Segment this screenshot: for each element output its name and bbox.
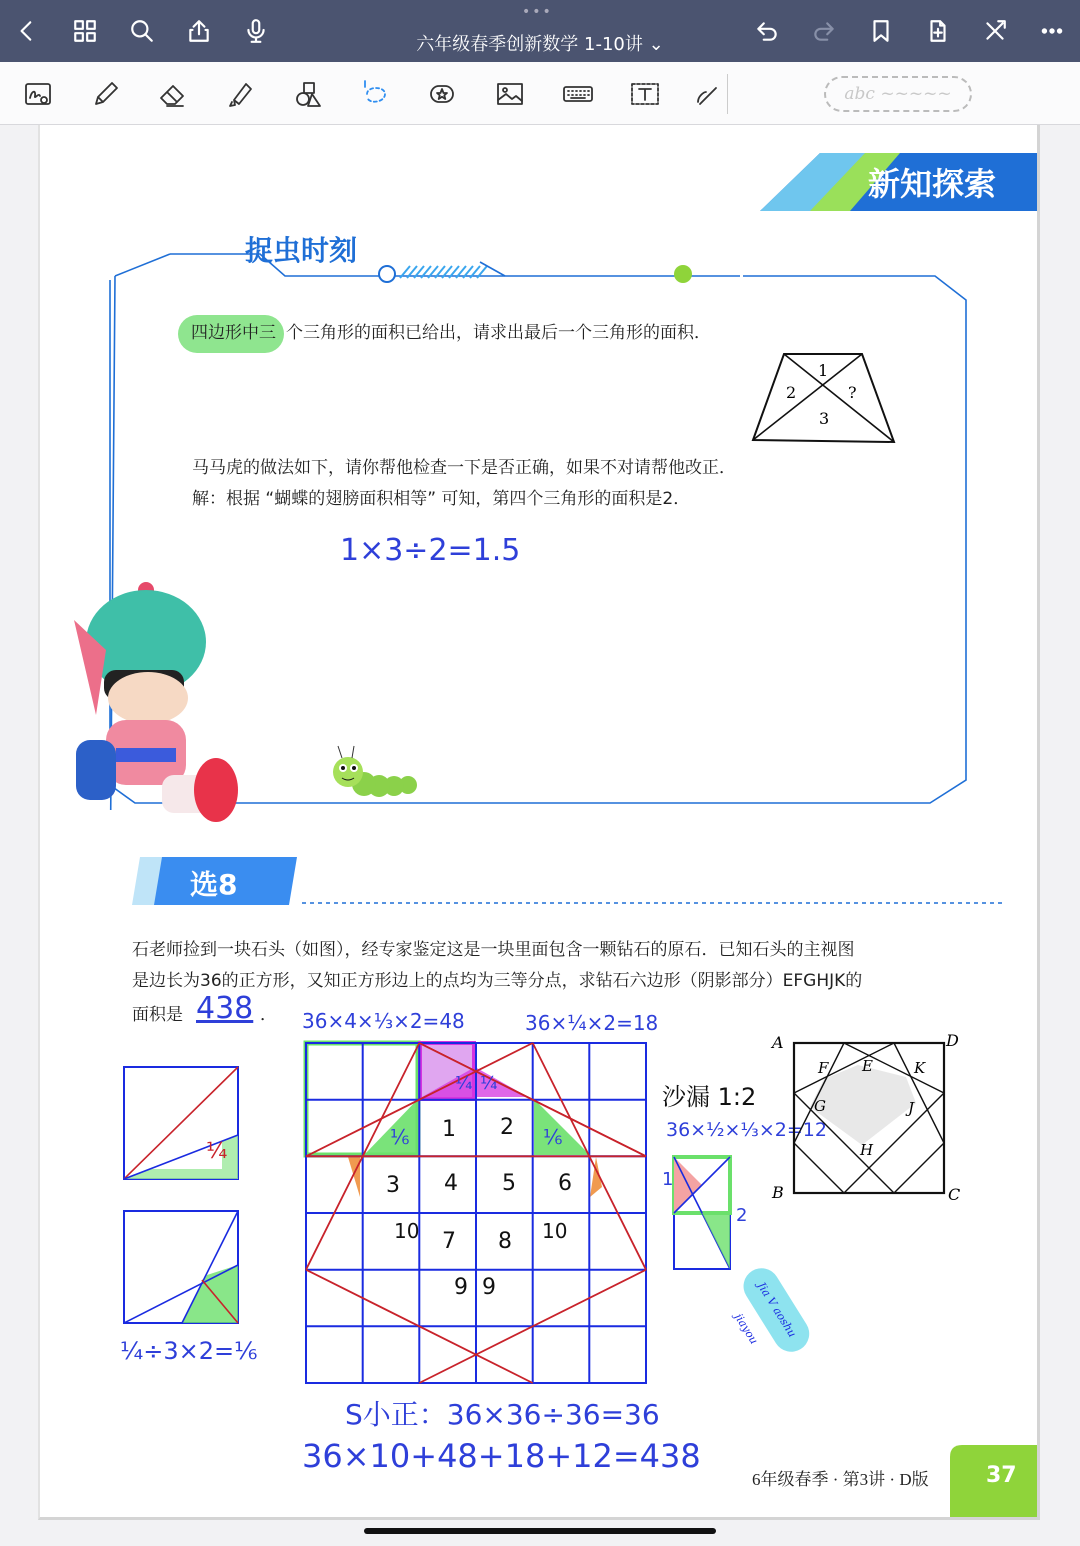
left-sketch-diagrams — [122, 1065, 242, 1325]
note-bottom-2: 36×10+48+18+12=438 — [302, 1437, 701, 1475]
search-icon[interactable] — [127, 16, 157, 46]
grid-n10a: 10 — [394, 1219, 420, 1243]
grid-n8: 8 — [498, 1229, 512, 1254]
add-page-icon[interactable] — [923, 16, 953, 46]
note-right-formula: 36×½×⅓×2=12 — [666, 1119, 827, 1141]
document-page[interactable] — [38, 125, 1040, 1520]
page-number: 37 — [986, 1463, 1017, 1488]
diagram-label-C: C — [948, 1185, 961, 1204]
elective-tag-shape — [132, 857, 1002, 909]
laser-tool-icon[interactable] — [690, 76, 726, 112]
image-tool-icon[interactable] — [492, 76, 528, 112]
highlighter-tool-icon[interactable] — [222, 76, 258, 112]
grid-n9b: 9 — [482, 1275, 496, 1300]
home-indicator[interactable] — [364, 1528, 716, 1534]
grid-quarter-b: ¼ — [480, 1073, 498, 1094]
text-tool-icon[interactable] — [627, 76, 663, 112]
handwritten-answer-1: 1×3÷2=1.5 — [340, 533, 521, 568]
grid-sixth-right: ⅙ — [543, 1125, 563, 1149]
elective-tag-label: 选8 — [190, 868, 238, 901]
cartoon-character — [66, 580, 246, 830]
note-top-left: 36×4×⅓×2=48 — [302, 1009, 465, 1033]
diagram-label-H: H — [860, 1141, 874, 1159]
problem-line-1: 石老师捡到一块石头（如图），经专家鉴定这是一块里面包含一颗钻石的原石．已知石头的主视图 — [132, 940, 855, 960]
bookmark-icon[interactable] — [866, 16, 896, 46]
handwriting-input[interactable]: abc ~~~~~ — [824, 76, 972, 112]
note-hourglass-ratio: 沙漏 1:2 — [662, 1083, 757, 1111]
grid-n10b: 10 — [542, 1219, 568, 1243]
handwritten-answer-438: 438 — [196, 991, 254, 1026]
bug-line-1: 马马虎的做法如下，请你帮他检查一下是否正确，如果不对请帮他改正． — [192, 458, 736, 478]
footer-edition: 6年级春季 · 第3讲 · D版 — [752, 1470, 929, 1489]
window-grip[interactable]: ••• — [522, 4, 553, 20]
fig-label-q: ? — [848, 383, 857, 402]
diagram-label-F: F — [818, 1059, 829, 1077]
sticker-aoshu-jiayou[interactable]: Jia V aoshu jiayou — [737, 1261, 816, 1358]
grid-quarter-a: ¼ — [455, 1073, 473, 1094]
lasso-tool-icon[interactable] — [357, 76, 393, 112]
toolbar-separator — [727, 74, 728, 114]
more-icon[interactable] — [1037, 16, 1067, 46]
grid-n3: 3 — [386, 1173, 400, 1198]
header-banner-title: 新知探索 — [868, 165, 997, 203]
note-label-1: 1 — [662, 1169, 674, 1190]
fig-label-2: 2 — [786, 383, 797, 402]
redo-icon[interactable] — [809, 16, 839, 46]
shapes-tool-icon[interactable] — [290, 76, 326, 112]
note-top-right: 36×¼×2=18 — [525, 1011, 659, 1035]
zoom-write-icon[interactable] — [20, 76, 56, 112]
grid-view-icon[interactable] — [70, 16, 100, 46]
problem-line-3-suffix: ． — [260, 1005, 277, 1025]
fig-label-1: 1 — [818, 361, 829, 380]
grid-n6: 6 — [558, 1171, 572, 1196]
grid-sixth-left: ⅙ — [390, 1125, 410, 1149]
back-icon[interactable] — [12, 16, 42, 46]
sticker-tool-icon[interactable] — [424, 76, 460, 112]
grid-n9a: 9 — [454, 1275, 468, 1300]
grid-n4: 4 — [444, 1171, 458, 1196]
top-bar — [0, 0, 1080, 62]
eraser-tool-icon[interactable] — [155, 76, 191, 112]
note-label-2: 2 — [736, 1205, 748, 1226]
grid-n7: 7 — [442, 1229, 456, 1254]
diagram-label-A: A — [772, 1033, 784, 1052]
grid-n2: 2 — [500, 1115, 514, 1140]
diagram-label-B: B — [772, 1183, 784, 1202]
microphone-icon[interactable] — [241, 16, 271, 46]
main-grid-diagram — [300, 1037, 652, 1387]
note-bottom-1: S小正：36×36÷36=36 — [345, 1398, 660, 1431]
question-text: 个三角形的面积已给出，请求出最后一个三角形的面积． — [286, 323, 711, 343]
caterpillar-illustration — [330, 740, 420, 800]
note-frac-quarter: ¼ — [206, 1139, 228, 1164]
share-icon[interactable] — [184, 16, 214, 46]
annotation-toolbar — [0, 62, 1080, 125]
close-edit-icon[interactable] — [980, 16, 1010, 46]
pen-tool-icon[interactable] — [88, 76, 124, 112]
diagram-label-K: K — [914, 1059, 926, 1077]
undo-icon[interactable] — [752, 16, 782, 46]
diagram-label-E: E — [862, 1057, 873, 1075]
bug-line-2: 解：根据 “蝴蝶的翅膀面积相等” 可知，第四个三角形的面积是2． — [192, 489, 691, 509]
grid-n1: 1 — [442, 1117, 456, 1142]
problem-line-2: 是边长为36的正方形，又知正方形边上的点均为三等分点，求钻石六边形（阴影部分）EFGHJK的 — [132, 971, 863, 991]
grid-n5: 5 — [502, 1171, 516, 1196]
keyboard-tool-icon[interactable] — [560, 76, 596, 112]
diagram-label-G: G — [814, 1097, 826, 1115]
problem-line-3-prefix: 面积是 — [132, 1005, 183, 1025]
note-left-formula: ¼÷3×2=⅙ — [120, 1337, 258, 1365]
document-title[interactable]: 六年级春季创新数学 1-10讲 ⌄ — [416, 34, 664, 55]
question-highlight-text: 四边形中三 — [191, 323, 276, 343]
bug-section-title: 捉虫时刻 — [245, 234, 358, 267]
diagram-label-D: D — [946, 1031, 959, 1050]
hourglass-sketch — [668, 1153, 738, 1273]
fig-label-3: 3 — [819, 409, 830, 428]
diagram-label-J: J — [908, 1099, 915, 1117]
